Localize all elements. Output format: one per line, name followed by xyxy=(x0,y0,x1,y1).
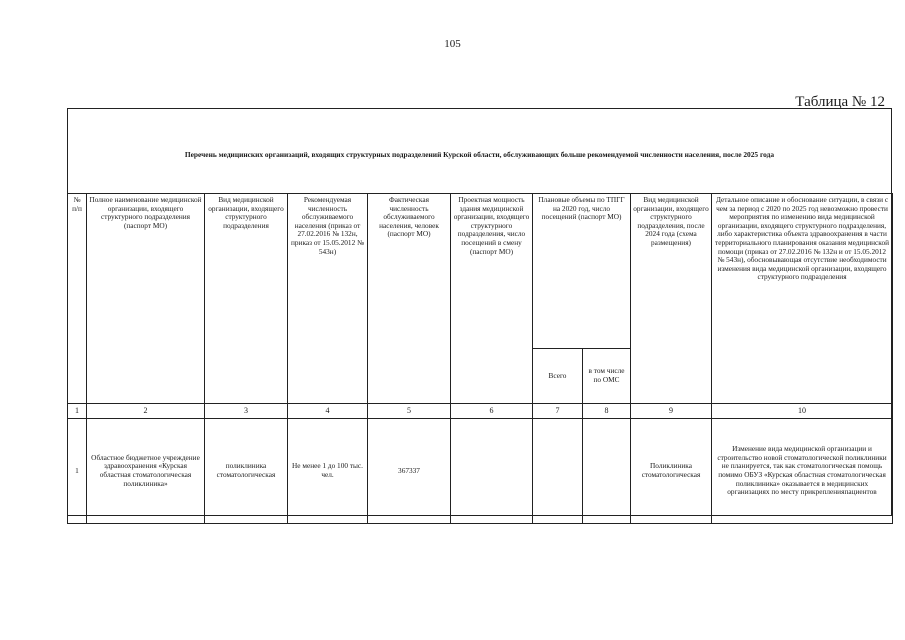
header-col-8: в том числе по ОМС xyxy=(583,349,631,404)
column-number: 7 xyxy=(533,404,583,419)
org-type: поликлиника стоматологическая xyxy=(205,419,288,524)
row-number: 1 xyxy=(68,419,87,524)
header-col-9: Вид медицинской организации, входящего структурного подразделения, после 2024 года (схема размещения) xyxy=(631,194,712,404)
header-col-2: Полное наименование медицинской организации, входящего структурного подразделения (паспорт МО) xyxy=(87,194,205,404)
column-number: 3 xyxy=(205,404,288,419)
design-capacity xyxy=(451,419,533,524)
header-col-10: Детальное описание и обоснование ситуации, в связи с чем за период с 2020 по 2025 год невозможно провести мероприятия по изменению вида медицинской организации, входящего структурного подразделения, либо характеристика объекта здравоохранения в части территориального планирования оказания медицинской помощи (приказ от 27.02.2016 № 132н и от 15.05.2012 № 543н), обосновывающая отсутствие необходимости изменения вида медицинской организации, входящего структурного подразделения xyxy=(712,194,893,404)
situation-description: Изменение вида медицинской организации и строительство новой стоматологической поликлиники не планируется, так как стоматологическая помощь помимо ОБУЗ «Курская областная стоматологическая поликлиника» оказывается в медицинских организациях по месту прикрепленияпациентов xyxy=(712,419,893,524)
table-row xyxy=(68,419,893,524)
table-label: Таблица № 12 xyxy=(795,94,885,110)
column-number: 4 xyxy=(288,404,368,419)
organizations-table xyxy=(67,193,893,524)
org-name: Областное бюджетное учреждение здравоохранения «Курская областная стоматологическая поликлиника» xyxy=(87,419,205,524)
actual-population: 367337 xyxy=(368,419,451,524)
header-col-3: Вид медицинской организации, входящего структурного подразделения xyxy=(205,194,288,404)
column-number: 6 xyxy=(451,404,533,419)
type-after-2024: Поликлиника стоматологическая xyxy=(631,419,712,524)
header-col-7: Всего xyxy=(533,349,583,404)
header-col-7-8-group: Плановые объемы по ТПГГ на 2020 год, число посещений (паспорт МО) xyxy=(533,194,631,349)
column-number: 2 xyxy=(87,404,205,419)
column-number: 10 xyxy=(712,404,893,419)
page-number: 105 xyxy=(444,38,461,50)
header-col-4: Рекомендуемая численность обслуживаемого населения (приказ от 27.02.2016 № 132н, приказ от 15.05.2012 № 543н) xyxy=(288,194,368,404)
column-number: 1 xyxy=(68,404,87,419)
header-col-6: Проектная мощность здания медицинской организации, входящего структурного подразделения, число посещений в смену (паспорт МО) xyxy=(451,194,533,404)
column-number: 9 xyxy=(631,404,712,419)
column-number-row xyxy=(68,404,893,419)
column-number: 8 xyxy=(583,404,631,419)
table-title-text: Перечень медицинских организаций, входящих структурных подразделений Курской области, обслуживающих больше рекомендуемой численности населения, после 2025 года xyxy=(184,150,775,159)
planned-total xyxy=(533,419,583,524)
header-row xyxy=(68,194,893,349)
planned-oms xyxy=(583,419,631,524)
header-col-5: Фактическая численность обслуживаемого населения, человек (паспорт МО) xyxy=(368,194,451,404)
recommended-population: Не менее 1 до 100 тыс. чел. xyxy=(288,419,368,524)
table-title xyxy=(67,108,892,193)
header-col-1: № п/п xyxy=(68,194,87,404)
column-number: 5 xyxy=(368,404,451,419)
